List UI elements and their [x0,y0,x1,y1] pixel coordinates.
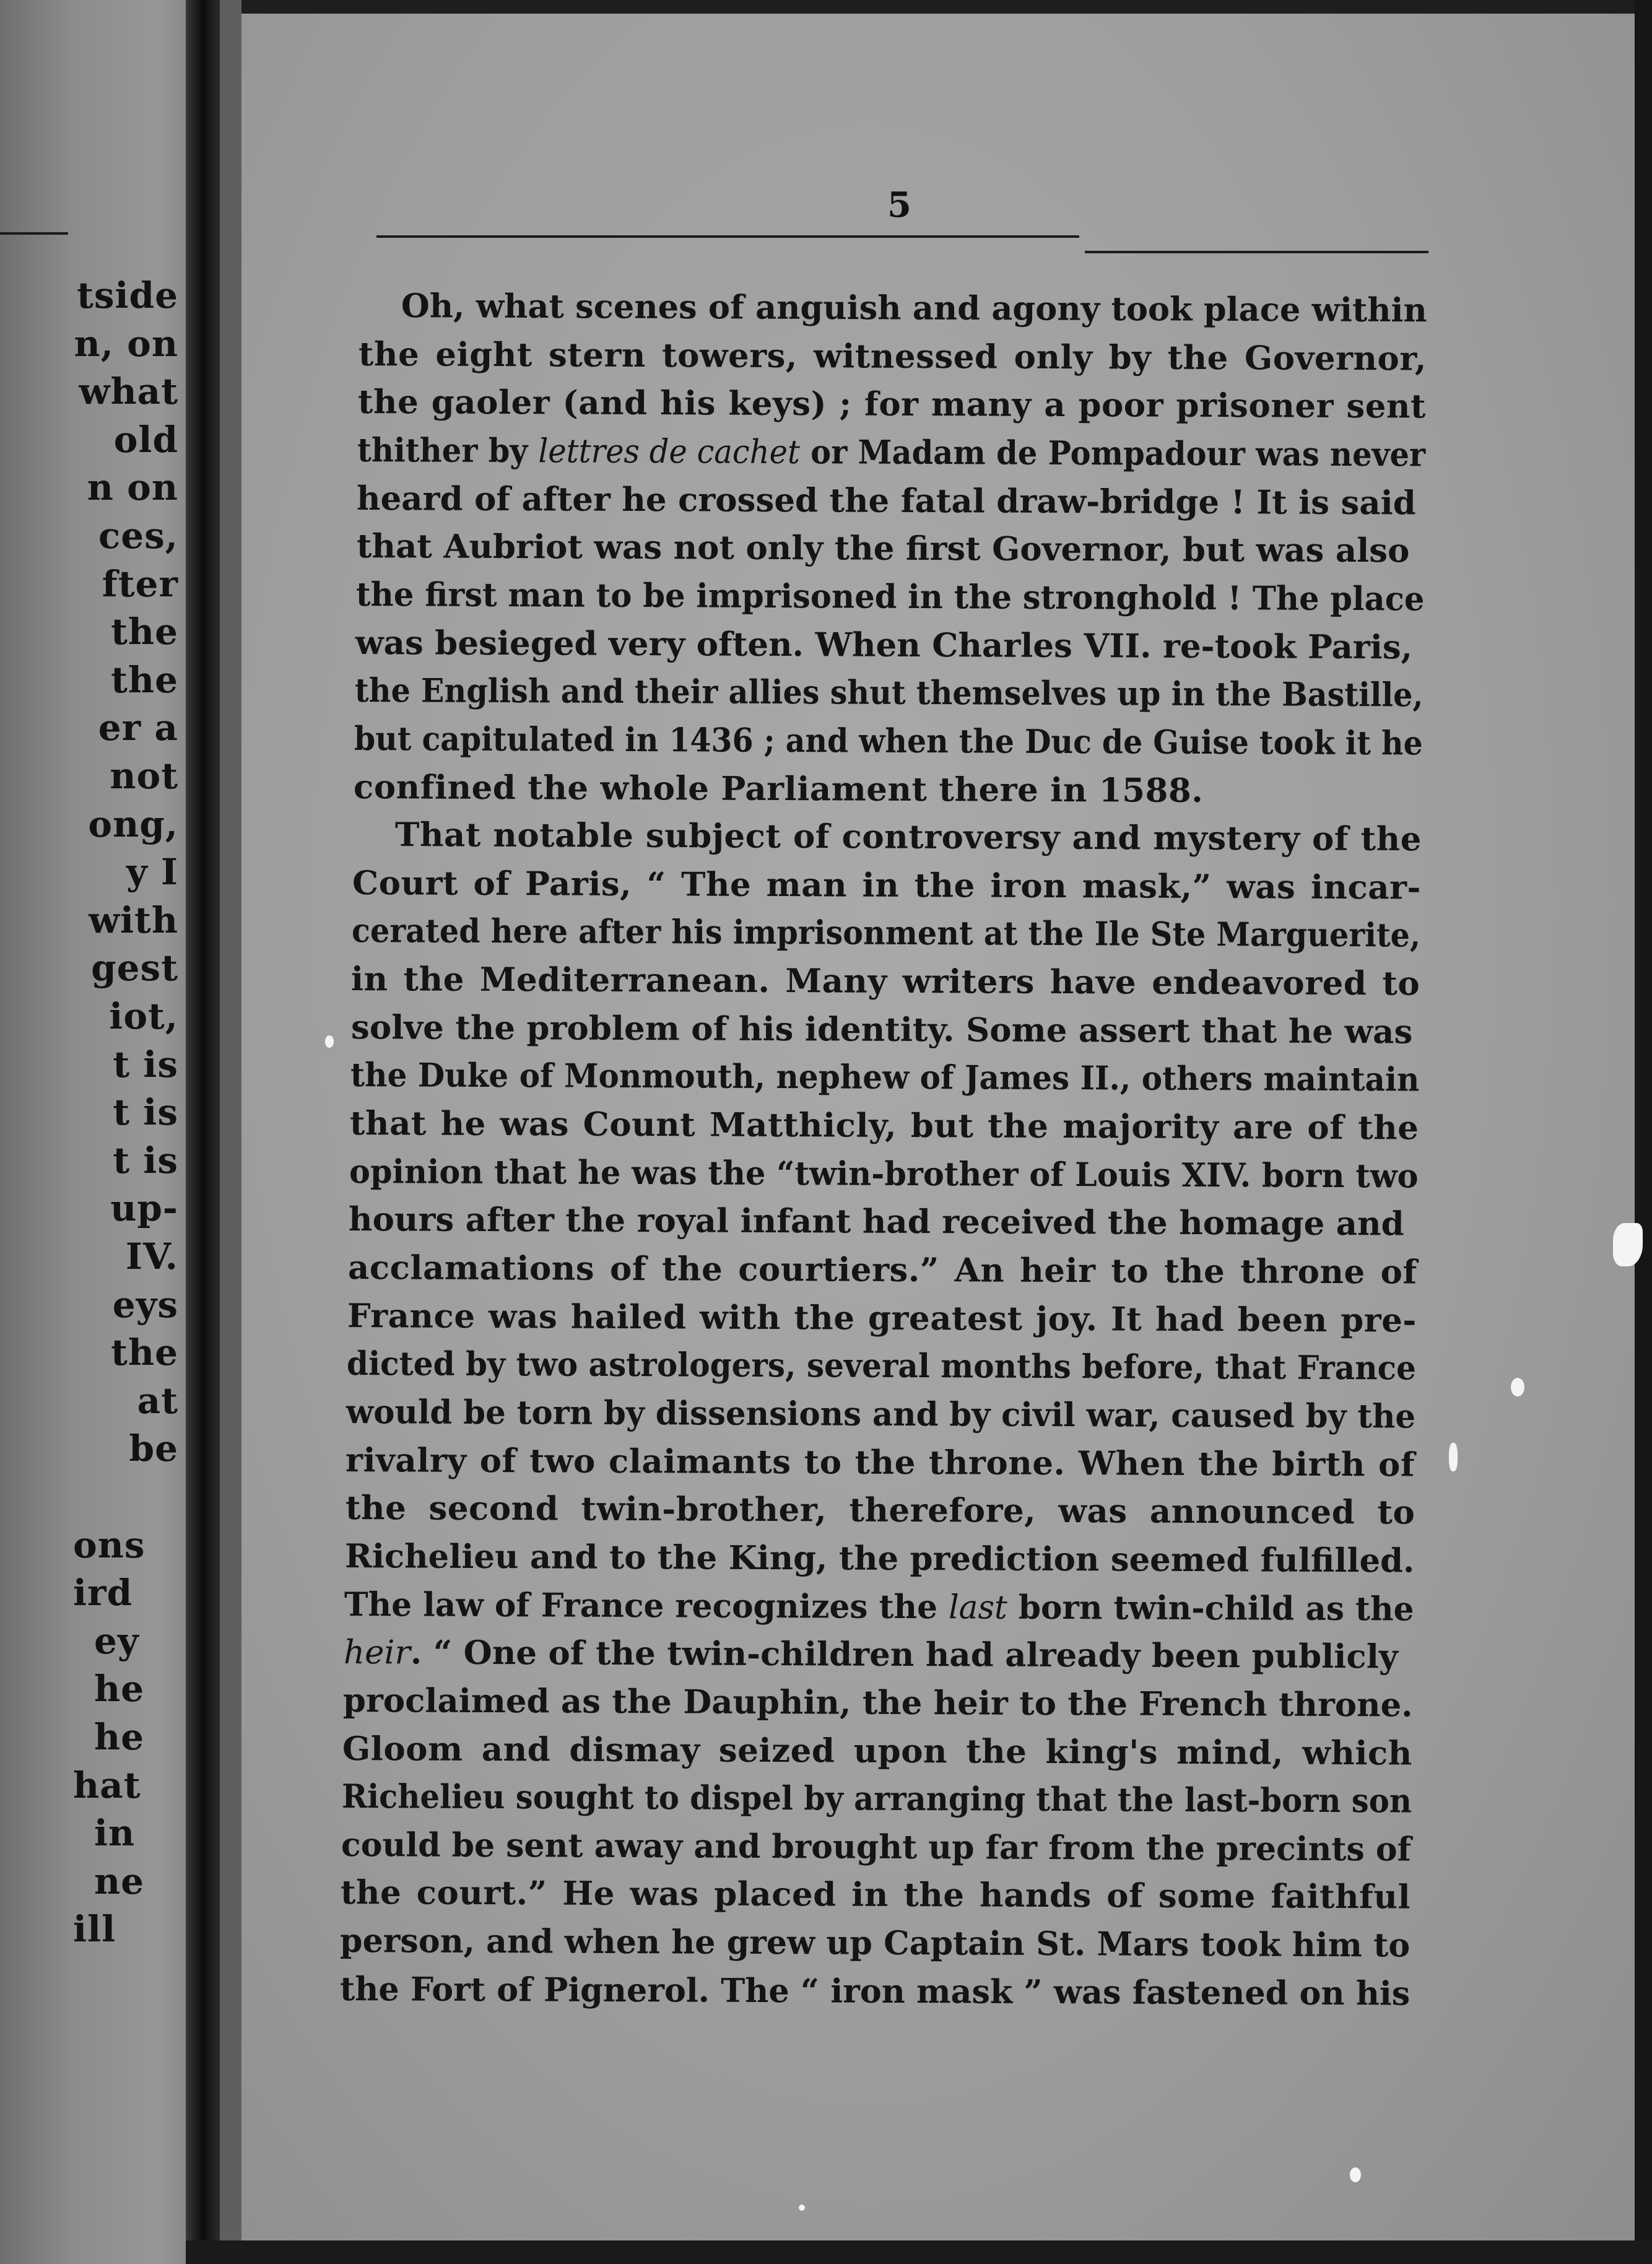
previous-page-line-fragment: he [94,1668,145,1710]
text-run: heard of after he crossed the fatal draw-bridge ! It is said [357,479,1417,523]
italic-text: lettres de cachet [538,432,801,472]
text-run: person, and when he grew up Captain St. Mars took him to [340,1922,1411,1965]
text-line [341,1873,1411,1917]
text-run: the Duke of Monmouth, nephew of James II., others maintain [350,1056,1420,1099]
top-border [241,0,1652,14]
scan-speck [1350,2167,1361,2182]
text-line [354,719,1423,763]
scan-speck [1449,1443,1458,1471]
text-run: proclaimed as the Dauphin, the heir to the French throne. [342,1681,1413,1725]
scan-speck [799,2205,805,2211]
previous-page-line-fragment: with [89,899,178,941]
header-rule [376,235,1079,238]
previous-page-line-fragment: hat [73,1764,141,1806]
text-line [351,960,1420,1003]
scan-speck [1511,1378,1524,1396]
text-run: or Madam de Pompadour was never [800,433,1426,474]
text-line [340,1922,1411,1965]
previous-page-line-fragment: old [113,418,178,461]
previous-page-line-fragment: n, on [74,322,178,365]
text-line [352,912,1421,955]
previous-page-line-fragment: iot, [109,995,178,1037]
text-run: France was hailed with the greatest joy. It had been pre- [347,1296,1417,1340]
text-line [394,816,1422,859]
previous-page-line-fragment: ne [94,1860,145,1902]
text-line [401,287,1427,330]
text-run: born twin-child as the [1007,1588,1414,1629]
text-run: the English and their allies shut themselves up in the Bastille, [354,671,1424,715]
text-run: confined the whole Parliament there in 1588. [353,767,1204,810]
previous-page-line-fragment: the [111,658,178,701]
text-run: that he was Count Matthicly, but the majority are of the [349,1104,1419,1147]
previous-page-line-fragment: the [111,1331,178,1374]
header-rule [1085,251,1428,253]
previous-page-line-fragment: up- [110,1187,178,1230]
text-line [355,575,1425,619]
text-line [342,1681,1413,1725]
text-line [347,1296,1417,1340]
previous-page-line-fragment: ird [73,1572,133,1614]
text-run: Gloom and dismay seized upon the king's mind, which [342,1729,1412,1773]
text-run: acclamations of the courtiers.” An heir to the throne of [347,1248,1417,1292]
text-line [357,430,1426,474]
text-line [347,1248,1417,1292]
text-line [356,527,1410,570]
previous-page-line-fragment: t is [113,1091,178,1134]
previous-page-line-fragment: be [129,1427,178,1470]
text-run: . “ One of the twin-children had already been publicly [410,1633,1398,1676]
text-run: The law of France recognizes the [344,1585,949,1626]
text-run: rivalry of two claimants to the throne. When the birth of [346,1440,1415,1484]
previous-page-line-fragment: in [94,1812,136,1855]
previous-page-line-fragment: ces, [98,515,178,557]
previous-page-line-fragment: ong, [88,803,178,845]
text-run: the court.” He was placed in the hands of some faithful [341,1873,1411,1917]
text-line [350,1056,1420,1099]
previous-page-line-fragment: gest [91,947,178,990]
text-line [350,1008,1412,1051]
text-line [346,1392,1416,1436]
previous-page-line-fragment: fter [102,562,178,605]
previous-page-line-fragment: not [110,755,178,797]
text-run: the second twin-brother, therefore, was announced to [345,1489,1415,1532]
text-line [342,1729,1412,1773]
text-line [349,1152,1419,1196]
page-number: 5 [887,185,911,225]
text-line [347,1344,1417,1388]
text-line [343,1633,1398,1676]
text-line [358,383,1427,426]
previous-page-line-fragment: y I [126,851,178,894]
text-line [346,1440,1415,1484]
text-run: Richelieu sought to dispel by arranging that the last-born son [341,1777,1412,1821]
gutter-edge [220,0,241,2264]
italic-text: last [948,1588,1007,1627]
text-line [344,1585,1414,1629]
text-run: hours after the royal infant had received the homage and [348,1200,1404,1243]
text-run: the first man to be imprisoned in the stronghold ! The place [355,575,1425,619]
previous-page-line-fragment: tside [77,274,178,316]
text-run: would be torn by dissensions and by civil war, caused by the [346,1392,1416,1436]
text-line [352,863,1422,907]
previous-page-line-fragment: IV. [125,1235,178,1278]
scan-speck [1613,1223,1643,1266]
text-run: in the Mediterranean. Many writers have endeavored to [351,960,1420,1003]
previous-page-line-fragment: at [137,1379,178,1422]
previous-page-line-fragment: er a [98,707,178,749]
text-line [341,1777,1412,1821]
previous-page-line-fragment: t is [113,1043,178,1086]
text-run: cerated here after his imprisonment at the Ile Ste Marguerite, [352,912,1421,955]
previous-page-line-fragment: ons [73,1523,146,1566]
previous-page-line-fragment: t is [113,1139,178,1182]
previous-page-line-fragment: he [94,1716,145,1758]
previous-page-line-fragment: what [79,370,178,413]
text-run: that Aubriot was not only the first Governor, but was also [356,527,1410,570]
previous-page-line-fragment: eys [112,1283,178,1326]
text-run: solve the problem of his identity. Some assert that he was [350,1008,1412,1051]
italic-text: heir [343,1634,411,1672]
text-run: thither by [357,430,539,471]
text-line [341,1825,1412,1869]
text-line [348,1200,1404,1243]
scan-speck [325,1035,334,1048]
text-run: the eight stern towers, witnessed only by the Governor, [358,334,1427,378]
previous-page-fragment [0,0,186,2264]
right-border [1635,0,1652,2264]
text-run: could be sent away and brought up far from the precints of [341,1825,1412,1869]
previous-page-line-fragment: n on [87,466,178,509]
previous-page-line-fragment: ey [94,1619,139,1662]
binding-gutter [186,0,220,2264]
text-line [339,1969,1410,2013]
text-line [345,1489,1415,1532]
text-run: opinion that he was the “twin-brother of Louis XIV. born two [349,1152,1419,1196]
text-run: the Fort of Pignerol. The “ iron mask ” was fastened on his [339,1969,1410,2013]
text-line [354,671,1424,715]
text-run: That notable subject of controversy and mystery of the [394,816,1422,859]
text-run: Richelieu and to the King, the prediction seemed fulfilled. [344,1536,1415,1580]
previous-page-line-fragment: ill [73,1908,116,1951]
text-run: was besieged very often. When Charles VII. re-took Paris, [355,623,1412,666]
text-run: Court of Paris, “ The man in the iron mask,” was incar- [352,863,1422,907]
text-line [353,767,1204,810]
text-run: dicted by two astrologers, several months before, that France [347,1344,1417,1388]
text-run: Oh, what scenes of anguish and agony took place within [401,287,1427,330]
text-line [349,1104,1419,1147]
text-run: the gaoler (and his keys) ; for many a poor prisoner sent [358,383,1427,426]
text-line [357,479,1417,523]
text-run: but capitulated in 1436 ; and when the Duc de Guise took it he [354,719,1423,763]
bottom-border [186,2240,1652,2264]
text-line [355,623,1412,666]
previous-page-header-rule [0,232,68,235]
text-line [344,1536,1415,1580]
text-line [358,334,1427,378]
previous-page-line-fragment: the [111,611,178,653]
